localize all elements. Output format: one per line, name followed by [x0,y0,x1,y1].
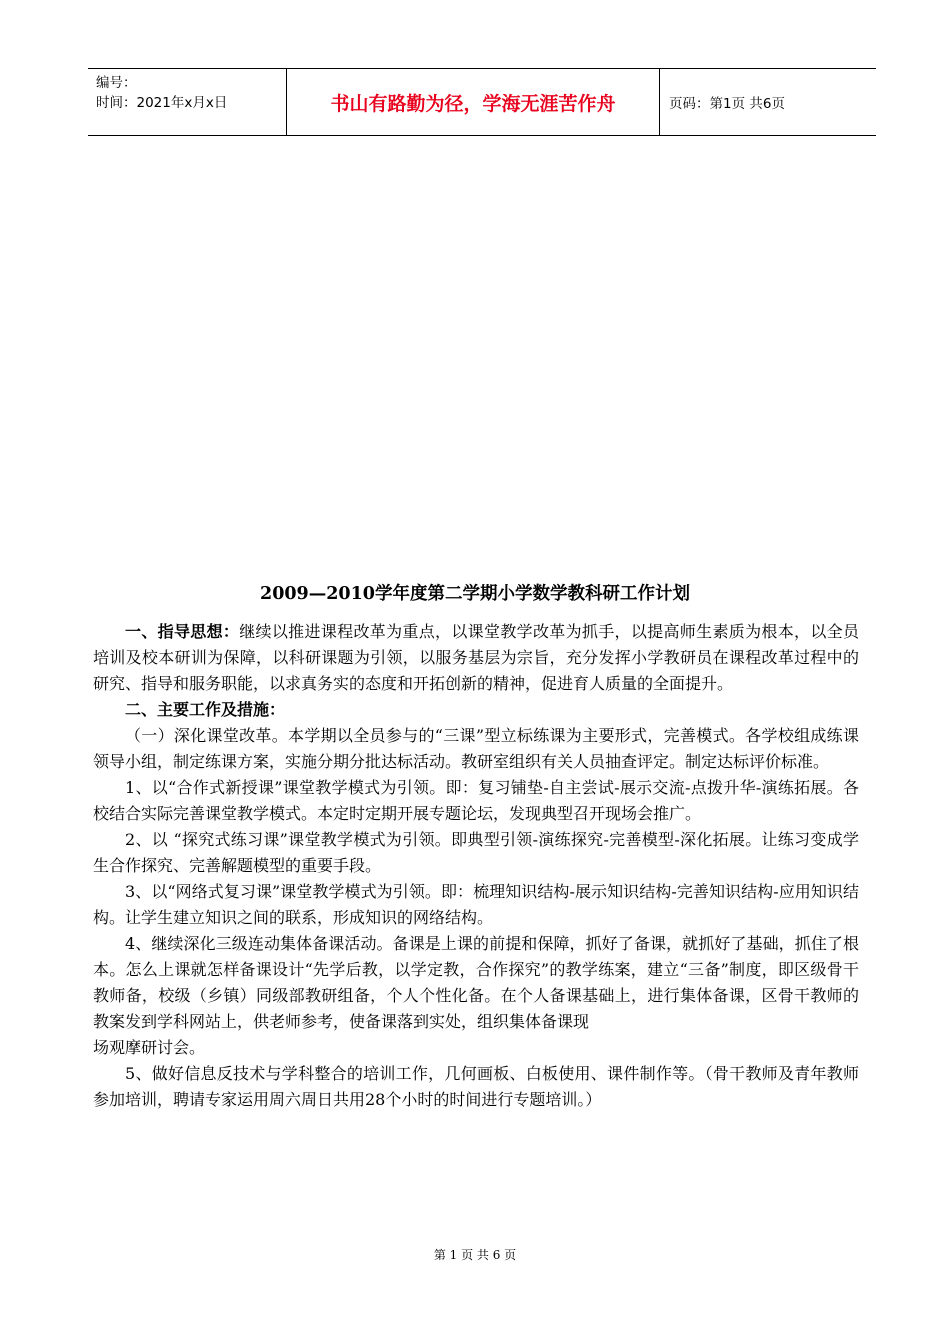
body-paragraph-continuation: 场观摩研讨会。 [93,1038,206,1057]
document-title: 2009—2010学年度第二学期小学数学教科研工作计划 [260,584,690,604]
section-1-heading: 一、指导思想： [125,622,240,641]
body-paragraph: （一）深化课堂改革。本学期以全员参与的“三课”型立标练课为主要形式，完善模式。各学校组成练课领导小组，制定练课方案，实施分期分批达标活动。教研室组织有关人员抽查评定。制定达标评价标准。 [93,726,859,771]
page-header [88,68,876,136]
serial-label: 编号： [96,75,137,91]
section-2-heading: 二、主要工作及措施： [125,700,286,719]
header-page-info: 页码：第1页 共6页 [669,96,785,112]
header-meta [88,69,286,135]
time-label: 时间：2021年x月x日 [96,95,228,111]
header-motto: 书山有路勤为径，学海无涯苦作舟 [286,69,660,135]
body-paragraph: 3、以“网络式复习课”课堂教学模式为引领。即：梳理知识结构-展示知识结构-完善知识结构-应用知识结构。让学生建立知识之间的联系，形成知识的网络结构。 [93,882,859,927]
section-1-text: 继续以推进课程改革为重点，以课堂教学改革为抓手，以提高师生素质为根本，以全员培训及校本研训为保障，以科研课题为引领，以服务基层为宗旨，充分发挥小学教研员在课程改革过程中的研究、指导和服务职能，以求真务实的态度和开拓创新的精神，促进育人质量的全面提升。 [93,622,859,693]
body-paragraph: 5、做好信息反技术与学科整合的培训工作，几何画板、白板使用、课件制作等。（骨干教师及青年教师参加培训，聘请专家运用周六周日共用28个小时的时间进行专题培训。） [93,1064,859,1109]
body-paragraph: 4、继续深化三级连动集体备课活动。备课是上课的前提和保障，抓好了备课，就抓好了基础，抓住了根本。怎么上课就怎样备课设计“先学后教，以学定教，合作探究”的教学练案，建立“三备”制度，即区级骨干教师备，校级（乡镇）同级部教研组备，个人个性化备。在个人备课基础上，进行集体备课，区骨干教师的教案发到学科网站上，供老师参考，使备课落到实处，组织集体备课现 [93,934,859,1031]
page-footer: 第 1 页 共 6 页 [433,1248,517,1262]
section-1-paragraph [93,619,859,697]
body-paragraph: 2、以 “探究式练习课”课堂教学模式为引领。即典型引领-演练探究-完善模型-深化拓展。让练习变成学生合作探究、完善解题模型的重要手段。 [93,830,859,875]
body-paragraph: 1、以“合作式新授课”课堂教学模式为引领。即：复习铺垫-自主尝试-展示交流-点拨升华-演练拓展。各校结合实际完善课堂教学模式。本定时定期开展专题论坛，发现典型召开现场会推广。 [93,778,859,823]
document-body [93,619,859,1113]
